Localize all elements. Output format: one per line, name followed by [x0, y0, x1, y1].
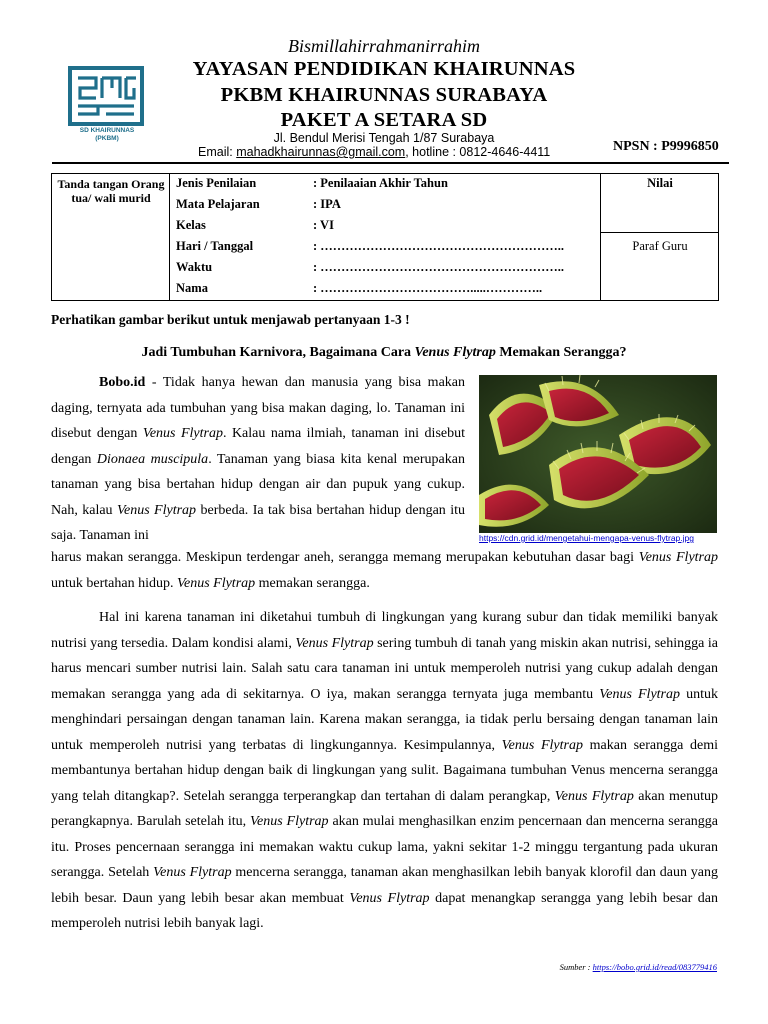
text-segment: makan serangga demi membantunya bertahan hidup dengan baik di lingkungan yang sulit. Bagaimana tumbuhan Venus mencerna serangga yang telah ditangkap?. Setelah serangga terperangkap dan tertahan di dalam perangkap, — [51, 737, 719, 804]
class-value: : VI — [313, 218, 334, 232]
species-name: Venus Flytrap — [295, 635, 374, 651]
text-segment: dapat menangkap serangga yang lebih besar dan memperoleh nutrisi lebih banyak lagi. — [51, 890, 719, 931]
text-segment: Hal ini karena tanaman ini diketahui tumbuh di lingkungan yang kurang subur dan tidak memiliki banyak nutrisi yang tersedia. Dalam kondisi alami, — [51, 610, 718, 651]
text-segment: . Tanaman yang biasa kita kenal merupakan tanaman yang bisa bertahan hidup dengan air dan pupuk yang cukup. Nah, kalau — [51, 451, 465, 518]
text-segment: sering tumbuh di tanah yang miskin akan nutrisi, sehingga ia harus mencari sumber nutrisi lain. Salah satu cara tanaman ini untuk memperoleh nutrisi yang cukup adalah dengan memakan serangga yang ada di sekitarnya. O iya, makan serangga ternyata juga membantu — [51, 635, 719, 702]
title-species: Venus Flytrap — [414, 345, 496, 360]
image-caption — [479, 533, 719, 543]
source-link[interactable]: https://bobo.grid.id/read/083779416 — [592, 962, 717, 972]
article-source-lead: Bobo.id — [99, 375, 146, 390]
email-link[interactable]: mahadkhairunnas@gmail.com — [236, 145, 406, 159]
text-segment: akan menutup perangkapnya. Barulah setelah itu, — [51, 788, 719, 829]
exam-type-label: Jenis Penilaian — [176, 176, 257, 190]
species-name: Venus Flytrap — [250, 814, 329, 829]
subject-label: Mata Pelajaran — [176, 197, 260, 211]
text-segment: untuk bertahan hidup. — [51, 575, 177, 591]
logo-caption-line-1: SD KHAIRUNNAS — [79, 127, 135, 134]
article-source — [560, 962, 717, 972]
instruction-text: Perhatikan gambar berikut untuk menjawab pertanyaan 1-3 ! — [51, 312, 410, 327]
text-segment: . Kalau nama ilmiah, tanaman ini disebut dengan — [51, 426, 465, 467]
species-name: Venus Flytrap — [599, 686, 680, 702]
species-name: Venus Flytrap — [176, 575, 256, 591]
table-divider — [169, 174, 170, 300]
table-divider — [600, 232, 718, 233]
paragraph-2 — [51, 605, 718, 937]
text-segment: - Tidak hanya hewan dan manusia yang bisa makan daging, ternyata ada tumbuhan yang bisa makan daging, lo. Tanaman ini disebut dengan — [51, 375, 465, 441]
program-name: PAKET A SETARA SD — [280, 109, 488, 131]
title-part: Jadi Tumbuhan Karnivora, Bagaimana Cara — [141, 345, 415, 360]
subject-value: : IPA — [313, 197, 341, 211]
teacher-initials-label: Paraf Guru — [632, 239, 688, 253]
foundation-name: YAYASAN PENDIDIKAN KHAIRUNNAS — [192, 58, 576, 80]
species-name: Venus Flytrap — [349, 890, 430, 906]
class-label: Kelas — [176, 218, 206, 232]
species-name: Venus Flytrap — [142, 426, 223, 441]
time-field[interactable]: : ………………………………………………….. — [313, 260, 565, 274]
article-title — [0, 345, 768, 361]
table-divider — [600, 174, 601, 300]
text-segment: untuk menghindari persaingan dengan tanaman lain. Karena makan serangga, ia tidak perlu bersaing dengan tanaman lain untuk memperoleh nutrisi yang terbatas di lingkungannya. Kesimpulannya, — [51, 686, 718, 753]
paragraph-1 — [51, 370, 465, 549]
exam-info-table — [51, 173, 719, 301]
date-field[interactable]: : ………………………………………………….. — [313, 239, 565, 253]
logo-caption-line-2: (PKBM) — [95, 135, 119, 142]
image-caption-link[interactable]: https://cdn.grid.id/mengetahui-mengapa-venus-flytrap.jpg — [479, 533, 694, 543]
text-segment: memakan serangga. — [255, 575, 370, 591]
parent-signature-label: Tanda tangan Orang tua/ wali murid — [57, 177, 165, 205]
species-name: Venus Flytrap — [501, 737, 583, 753]
species-name: Venus Flytrap — [116, 502, 197, 518]
npsn-number: NPSN : P9996850 — [613, 139, 719, 154]
contact-line — [198, 145, 550, 159]
name-field[interactable]: : ……………………………….....………….. — [313, 281, 543, 295]
title-part: Memakan Serangga? — [495, 345, 627, 360]
scientific-name: Dionaea muscipula — [96, 451, 209, 467]
species-name: Venus Flytrap — [554, 788, 634, 804]
score-label: Nilai — [647, 176, 673, 190]
school-name: PKBM KHAIRUNNAS SURABAYA — [220, 84, 548, 106]
text-segment: berbeda. Ia tak bisa bertahan hidup dengan itu saja. Tanaman ini — [51, 502, 466, 543]
text-segment: mencerna serangga, tanaman akan menghasilkan lebih banyak klorofil dan daun yang lebih besar. Daun yang lebih besar akan membuat — [51, 865, 718, 906]
header-divider — [52, 162, 729, 164]
species-name: Venus Flytrap — [153, 865, 232, 880]
email-label: Email: — [198, 145, 237, 159]
hotline-text: , hotline : 0812-4646-4411 — [405, 145, 551, 159]
text-segment: akan mulai menghasilkan enzim pencernaan dan mencerna serangga itu. Proses pencernaan serangga ini memakan waktu cukup lama, yakni sekitar 1-2 minggu tergantung pada ukuran serangga. Setelah — [51, 814, 719, 880]
name-label: Nama — [176, 281, 208, 295]
time-label: Waktu — [176, 260, 213, 274]
exam-type-value: : Penilaaian Akhir Tahun — [313, 176, 448, 190]
paragraph-1-continued — [51, 545, 718, 596]
species-name: Venus Flytrap — [638, 550, 719, 565]
school-address: Jl. Bendul Merisi Tengah 1/87 Surabaya — [273, 131, 495, 145]
venus-flytrap-photo — [479, 375, 717, 533]
text-segment: harus makan serangga. Meskipun terdengar aneh, serangga memang merupakan kebutuhan dasar bagi — [51, 550, 639, 565]
source-label: Sumber : — [559, 962, 593, 972]
bismillah-heading: Bismillahirrahmanirrahim — [287, 36, 481, 56]
date-label: Hari / Tanggal — [176, 239, 254, 253]
